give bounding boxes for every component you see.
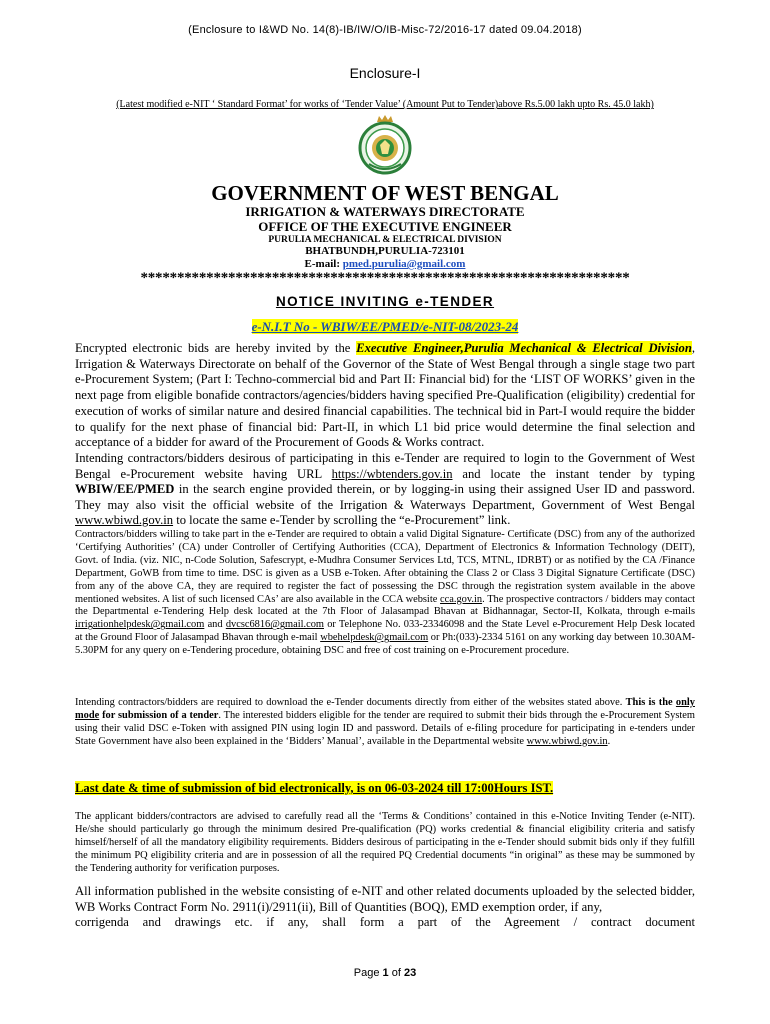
notice-title: NOTICE INVITING e-TENDER — [275, 294, 495, 309]
p6-text-b: corrigenda and drawings etc. if any, shall form a part of the Agreement / contract document — [75, 915, 695, 929]
search-keyword: WBIW/EE/PMED — [75, 482, 175, 497]
page-number — [0, 967, 770, 979]
paragraph-download-instructions — [75, 697, 695, 749]
only-mode-text: only mode — [75, 697, 695, 721]
wbiwd-website-link[interactable]: www.wbiwd.gov.in — [75, 513, 174, 528]
irrigation-helpdesk-email-link[interactable]: irrigationhelpdesk@gmail.com — [75, 619, 205, 631]
p3-text-c: or Telephone No. 033-23346098 and the State Level e-Procurement Help Desk located at the Ground Floor of Jalasampad Bhavan through e-mail — [75, 619, 695, 644]
submission-deadline: Last date & time of submission of bid electronically, is on 06-03-2024 till 17:00Hours IST. — [75, 781, 554, 795]
paragraph-information-published-cont — [75, 915, 695, 931]
p2-text-c: in the search engine provided therein, or by logging-in using their assigned User ID and password. They may also visit the official website of the Irrigation & Waterways Department, Government of West Bengal — [75, 482, 695, 512]
p4-text-b: . The interested bidders eligible for the tender are required to submit their bids through the e-Procurement System using their valid DSC e-Token with assigned PIN using login ID and password. Details of e-filing procedure for participating in e-tenders under State Government have also been explained in the ‘Bidders’ Manual’, available in the Departmental website — [75, 709, 695, 747]
email-label: E-mail: — [304, 258, 340, 270]
enclosure-reference: (Enclosure to I&WD No. 14(8)-IB/IW/O/IB-Misc-72/2016-17 dated 09.04.2018) — [188, 24, 582, 36]
p2-text-b: and locate the instant tender by typing — [462, 466, 695, 481]
latest-modified-note: (Latest modified e-NIT ‘ Standard Format’ for works of ‘Tender Value’ (Amount Put to Tender)above Rs.5.00 lakh upto Rs. 45.0 lakh) — [116, 99, 654, 110]
directorate-name: IRRIGATION & WATERWAYS DIRECTORATE — [245, 204, 525, 219]
west-bengal-emblem-icon — [355, 114, 415, 178]
p3-and: and — [207, 619, 223, 631]
nit-number: e-N.I.T No - WBIW/EE/PMED/e-NIT-08/2023-24 — [251, 319, 519, 334]
office-email-link[interactable]: pmed.purulia@gmail.com — [342, 258, 466, 270]
wbe-helpdesk-email-link[interactable]: wbehelpdesk@gmail.com — [320, 632, 429, 644]
separator-line: ******************************************************************* — [140, 270, 630, 286]
p3-text-a: Contractors/bidders willing to take part in the e-Tender are required to obtain a valid Digital Signature- Certificate (DSC) from any of the authorized ‘Certifying Authorities’ (CA) under Controller of Certifying Authorities (CCA), Department of Electronics & Information Technology (DEIT), Govt. of India. (viz. NIC, n-Code Solution, Safescrypt, e-Mudhra Consumer Services Ltd, TCS, MTNL, IDRBT) or as notified by the CA /Finance Department, GoWB from time to time. DSC is given as a USB e-Token. After obtaining the Class 2 or Class 3 Digital Signature Certificate (DSC) from any of the above CA, they are required to register the fact of possessing the DSC through the registration system available in the above mentioned websites. A list of such licensed CAs’ are also available in the CCA website — [75, 529, 695, 605]
division-name: PURULIA MECHANICAL & ELECTRICAL DIVISION — [268, 235, 502, 245]
p4-text-a: Intending contractors/bidders are required to download the e-Tender documents directly from either of the websites stated above. — [75, 697, 623, 708]
page-of: of — [391, 967, 401, 979]
p2-text-d: to locate the same e-Tender by scrolling the “e-Procurement” link. — [176, 513, 511, 528]
government-title: GOVERNMENT OF WEST BENGAL — [211, 181, 559, 205]
executive-engineer-highlight: Executive Engineer,Purulia Mechanical & Electrical Division — [356, 341, 692, 355]
dvcsc-email-link[interactable]: dvcsc6816@gmail.com — [225, 619, 324, 631]
p3-text-b: . The prospective contractors / bidders may contact the Departmental e-Tendering Help desk located at the 7th Floor of Jalasampad Bhavan at Bidhannagar, Sector-II, Kolkata, through e-mails — [75, 593, 695, 618]
page-prefix: Page — [353, 967, 380, 979]
p2-text-a: Intending contractors/bidders desirous of participating in this e-Tender are required to login to the Government of West Bengal e-Procurement website having URL — [75, 451, 695, 481]
p4-bold-a: This is the — [625, 697, 673, 708]
paragraph-information-published — [75, 884, 695, 915]
page-total: 23 — [403, 967, 417, 979]
enclosure-title: Enclosure-I — [349, 65, 421, 81]
p6-text-a: All information published in the website consisting of e-NIT and other related documents uploaded by the selected bidder, WB Works Contract Form No. 2911(i)/2911(ii), Bill of Quantities (BOQ), EMD exemption order, if any, — [75, 884, 695, 914]
cca-website-link[interactable]: cca.gov.in — [440, 593, 483, 605]
submission-deadline-line — [75, 781, 553, 796]
nit-number-line — [0, 318, 770, 336]
p4-text-c: . — [607, 735, 611, 747]
paragraph-terms-advice: The applicant bidders/contractors are advised to carefully read all the ‘Terms & Conditions’ contained in this e-Notice Inviting Tender (e-NIT). He/she should particularly go through the minimum desired Pre-qualification (PQ) works credential & financial eligibility criteria and satisfy himself/herself of all the mandatory eligibility requirements. Bidders desirous of participating in the e-Tender should submit bids only if they fulfill the minimum PQ eligibility criteria and are in possession of all the required PQ Credential documents “in original” as these may be summoned by the Tendering authority for verification purposes. — [75, 811, 695, 874]
office-name: OFFICE OF THE EXECUTIVE ENGINEER — [258, 219, 512, 234]
office-email-line — [0, 258, 770, 270]
p3-text-d: or Ph:(033)-2334 5161 on any working day between 10.30AM-5.30PM for any query on e-Tendering procedure, obtaining DSC and free of cost training on e-Procurement procedure. — [75, 632, 695, 657]
p4-bold-b: for submission of a tender — [102, 709, 219, 721]
p1-text-a: Encrypted electronic bids are hereby invited by the — [75, 341, 351, 355]
page-current: 1 — [382, 967, 389, 979]
paragraph-dsc-requirements — [75, 529, 695, 658]
office-address: BHATBUNDH,PURULIA-723101 — [305, 245, 465, 257]
bidders-manual-website-link[interactable]: www.wbiwd.gov.in — [526, 735, 608, 747]
paragraph-login-instructions — [75, 451, 695, 529]
wbtenders-url-link[interactable]: https://wbtenders.gov.in — [331, 466, 453, 481]
paragraph-bid-invitation — [75, 341, 695, 451]
p1-text-b: , Irrigation & Waterways Directorate on behalf of the Governor of the State of West Bengal through a single stage two part e-Procurement System; (Part I: Techno-commercial bid and Part II: Financial bid) for the ‘LIST OF WORKS’ given in the next page from eligible bonafide contractors/agencies/bidders having specified Pre-Qualification (eligibility) credential for execution of works of similar nature and desired financial capabilities. The technical bid in Part-I would require the bidder to qualify for the next phase of financial bid: Part-II, in which L1 bid price would determine the final selection and acceptance of a bidder for award of the Procurement of Goods & Works contract. — [75, 341, 695, 450]
